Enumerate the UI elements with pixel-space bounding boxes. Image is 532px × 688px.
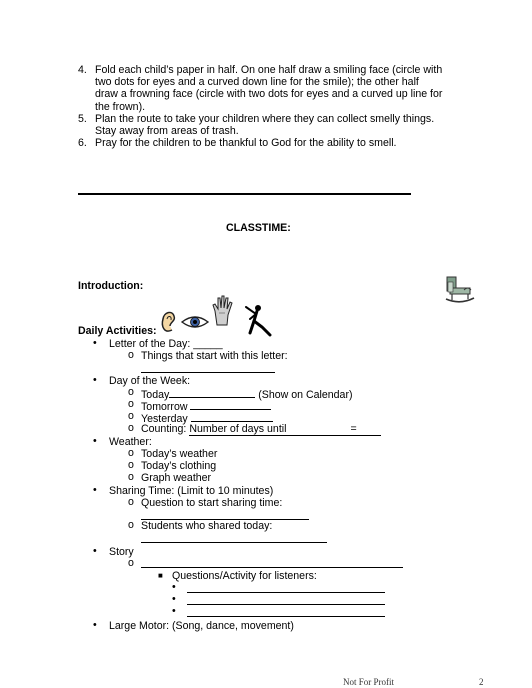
bullet-icon: •	[93, 484, 97, 496]
step-number: 4.	[78, 64, 87, 76]
answer-line	[141, 567, 403, 568]
things-start-letter: Things that start with this letter:	[141, 350, 288, 362]
step-line: two dots for eyes and a curved down line for the smile); the other half	[95, 76, 419, 89]
question-start-sharing: Question to start sharing time:	[141, 497, 283, 509]
step-number: 5.	[78, 113, 87, 125]
introduction-heading: Introduction:	[78, 280, 144, 292]
eye-icon	[180, 314, 210, 330]
answer-line	[187, 604, 385, 605]
step-line: Plan the route to take your children where they can collect smelly things.	[95, 113, 435, 125]
circle-bullet-icon: o	[128, 422, 134, 434]
large-motor: Large Motor: (Song, dance, movement)	[109, 620, 294, 632]
circle-bullet-icon: o	[128, 447, 134, 459]
section-divider	[78, 193, 411, 195]
bullet-icon: •	[172, 581, 176, 593]
bullet-icon: •	[93, 435, 97, 447]
story-item: Story	[109, 546, 134, 558]
classtime-heading: CLASSTIME:	[226, 222, 291, 234]
circle-bullet-icon: o	[128, 557, 134, 569]
answer-line	[141, 542, 327, 543]
bullet-icon: •	[93, 374, 97, 386]
day-of-week: Day of the Week:	[109, 375, 191, 387]
circle-bullet-icon: o	[128, 496, 134, 508]
ear-icon	[158, 308, 178, 334]
answer-line	[141, 372, 275, 373]
equals-sign: =	[350, 423, 357, 435]
step-number: 6.	[78, 137, 87, 149]
step-line: Fold each child’s paper in half. On one half draw a smiling face (circle with	[95, 64, 443, 76]
bullet-icon: •	[93, 619, 97, 631]
answer-line	[187, 592, 385, 593]
daily-activities-heading: Daily Activities:	[78, 325, 157, 337]
sharing-time: Sharing Time: (Limit to 10 minutes)	[109, 485, 274, 497]
step-text	[95, 137, 455, 149]
show-calendar-note: (Show on Calendar)	[258, 389, 353, 401]
yesterday-label: Yesterday	[141, 413, 188, 425]
answer-line	[191, 411, 273, 422]
students-shared: Students who shared today:	[141, 520, 273, 532]
bullet-icon: •	[172, 605, 176, 617]
footer-note: Not For Profit	[343, 677, 395, 687]
circle-bullet-icon: o	[128, 471, 134, 483]
step-line: the frown).	[95, 100, 146, 113]
step-line: Pray for the children to be thankful to God for the ability to smell.	[95, 137, 397, 149]
stretching-person-icon	[240, 303, 274, 337]
circle-bullet-icon: o	[128, 459, 134, 471]
tomorrow-label: Tomorrow	[141, 401, 188, 413]
letter-of-day: Letter of the Day: _____	[109, 338, 223, 350]
page-number: 2	[479, 677, 484, 687]
bullet-icon: •	[93, 337, 97, 349]
bullet-icon: •	[172, 593, 176, 605]
counting-row	[141, 423, 381, 435]
number-days-label: Number of days until	[189, 423, 287, 435]
step-line: Stay away from areas of trash.	[95, 125, 239, 138]
weather-item: Weather:	[109, 436, 152, 448]
step-text	[95, 113, 455, 137]
counting-label: Counting:	[141, 423, 187, 435]
step-line: draw a frowning face (circle with two dots for eyes and a curved up line for	[95, 88, 443, 101]
todays-clothing: Today’s clothing	[141, 460, 217, 472]
circle-bullet-icon: o	[128, 398, 134, 410]
circle-bullet-icon: o	[128, 386, 134, 398]
answer-line	[169, 387, 255, 398]
answer-line	[187, 616, 385, 617]
today-label: Today	[141, 389, 170, 401]
rocking-chair-icon	[444, 274, 476, 304]
circle-bullet-icon: o	[128, 519, 134, 531]
step-text	[95, 64, 455, 113]
bullet-icon: •	[93, 545, 97, 557]
circle-bullet-icon: o	[128, 349, 134, 361]
answer-line	[190, 399, 271, 410]
graph-weather: Graph weather	[141, 472, 212, 484]
square-bullet-icon: ■	[158, 571, 163, 580]
hand-icon	[211, 295, 235, 327]
circle-bullet-icon: o	[128, 410, 134, 422]
questions-activity: Questions/Activity for listeners:	[172, 570, 317, 582]
todays-weather: Today’s weather	[141, 448, 218, 460]
equals-field	[350, 423, 380, 436]
number-days-until	[189, 423, 350, 436]
